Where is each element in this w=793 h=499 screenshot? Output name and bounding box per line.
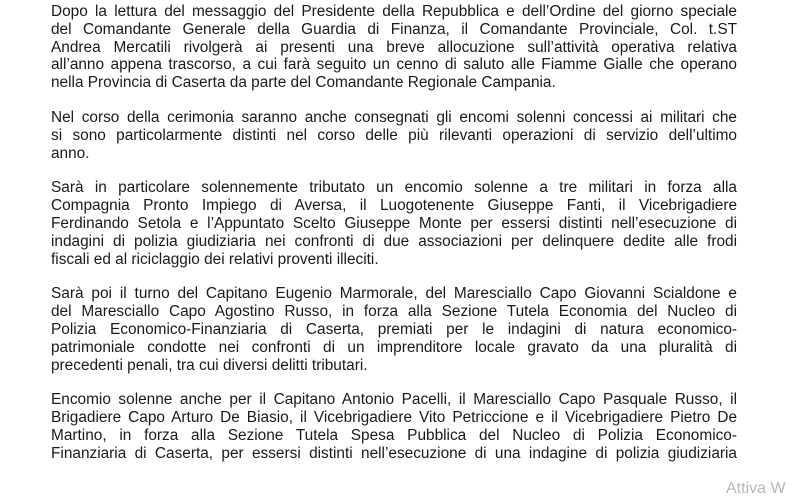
text-line: all’anno appena trascorso, a cui farà seguito un cenno di saluto alle Fiamme Gialle che operano <box>51 56 737 74</box>
text-line: Nel corso della cerimonia saranno anche consegnati gli encomi solenni concessi ai militari che <box>51 108 737 126</box>
document-body <box>51 3 737 480</box>
paragraph-5 <box>51 391 737 462</box>
text-line: indagini di polizia giudiziaria nei confronti di due associazioni per delinquere dedite alle frodi <box>51 232 737 250</box>
text-line: Martino, in forza alla Sezione Tutela Spesa Pubblica del Nucleo di Polizia Economico- <box>51 426 737 444</box>
text-line: del Maresciallo Capo Agostino Russo, in forza alla Sezione Tutela Economia del Nucleo di <box>51 303 737 321</box>
text-line: Sarà poi il turno del Capitano Eugenio Marmorale, del Maresciallo Capo Giovanni Scialdone e <box>51 285 737 303</box>
text-line: Dopo la lettura del messaggio del Presidente della Repubblica e dell’Ordine del giorno speciale <box>51 3 737 20</box>
text-line: Brigadiere Capo Arturo De Biasio, il Vicebrigadiere Vito Petriccione e il Vicebrigadiere Pietro De <box>51 409 737 427</box>
paragraph-2 <box>51 109 737 162</box>
paragraph-4 <box>51 285 737 374</box>
text-line: Ferdinando Setola e l’Appuntato Scelto Giuseppe Monte per essersi distinti nell’esecuzione di <box>51 214 737 232</box>
text-line: del Comandante Generale della Guardia di Finanza, il Comandante Provinciale, Col. t.ST <box>51 20 737 38</box>
text-line: Andrea Mercatili rivolgerà ai presenti una breve allocuzione sull’attività operativa relativa <box>51 38 737 56</box>
text-line: si sono particolarmente distinti nel corso delle più rilevanti operazioni di servizio dell’ultimo <box>51 126 737 144</box>
text-line: patrimoniale condotte nei confronti di un imprenditore locale gravato da una pluralità di <box>51 338 737 356</box>
paragraph-3 <box>51 179 737 268</box>
text-line: fiscali ed al riciclaggio dei relativi proventi illeciti. <box>51 250 379 268</box>
text-line: precedenti penali, tra cui diversi delitti tributari. <box>51 356 368 374</box>
text-line: Sarà in particolare solennemente tributato un encomio solenne a tre militari in forza alla <box>51 179 737 197</box>
text-line: Polizia Economico-Finanziaria di Caserta, premiati per le indagini di natura economico- <box>51 320 737 338</box>
text-line: nella Provincia di Caserta da parte del Comandante Regionale Campania. <box>51 74 556 92</box>
text-line: Finanziaria di Caserta, per essersi distinti nell’esecuzione di una indagine di polizia giudiziaria <box>51 444 737 462</box>
text-line: Compagnia Pronto Impiego di Aversa, il Luogotenente Giuseppe Fanti, il Vicebrigadiere <box>51 197 737 215</box>
text-line: anno. <box>51 144 90 162</box>
paragraph-1 <box>51 3 737 92</box>
activation-watermark: Attiva W <box>726 480 786 497</box>
text-line: Encomio solenne anche per il Capitano Antonio Pacelli, il Maresciallo Capo Pasquale Russo, il <box>51 391 737 409</box>
